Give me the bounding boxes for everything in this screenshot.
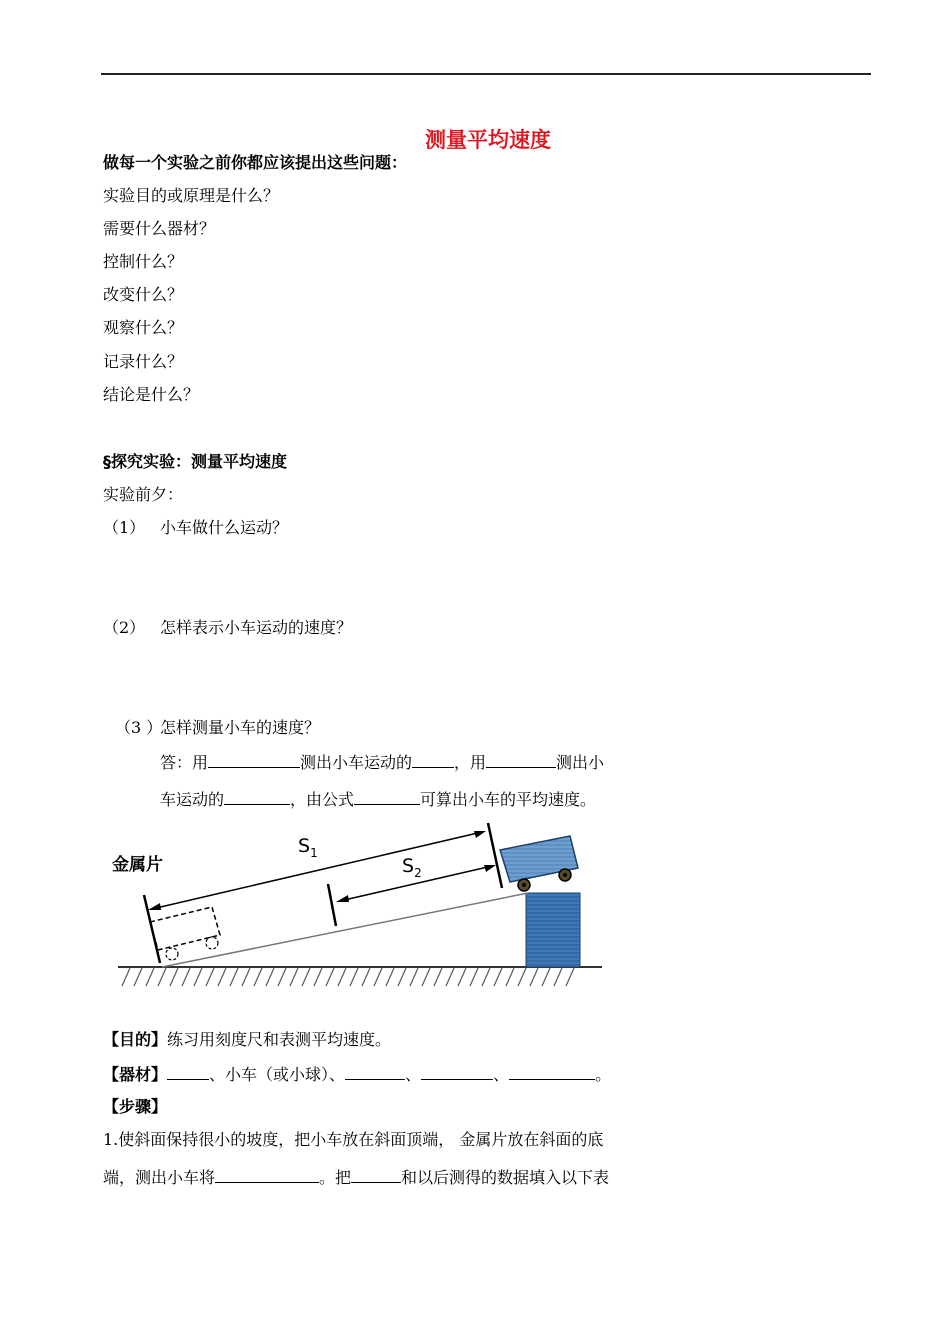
fill-blank[interactable] [421, 1064, 493, 1080]
s1-arrowhead [474, 831, 486, 838]
question-item: 实验目的或原理是什么？ [103, 186, 280, 205]
question-2-text: 怎样表示小车运动的速度？ [160, 618, 353, 637]
step-1-line-2: 端，测出小车将 。把 和以后测得的数据填入以下表 [103, 1168, 610, 1187]
fill-blank[interactable] [224, 789, 290, 805]
s1-label [298, 835, 318, 860]
materials-line: 【器材】 、小车（或小球）、 、 、 。 [103, 1065, 612, 1084]
fill-blank[interactable] [351, 1167, 401, 1183]
question-3-number: （3 ） [115, 718, 163, 737]
incline-surface [162, 893, 528, 967]
pre-experiment-label: 实验前夕： [103, 485, 184, 504]
purpose-line [103, 1030, 391, 1050]
question-1-text: 小车做什么运动？ [160, 518, 289, 537]
answer-line-2: 车运动的 ，由公式 可算出小车的平均速度。 [160, 790, 597, 809]
step-1-line-1: 1.使斜面保持很小的坡度，把小车放在斜面顶端， 金属片放在斜面的底 [103, 1130, 604, 1149]
incline-diagram [100, 818, 610, 993]
question-2-number: （2） [103, 618, 146, 637]
question-3-text: 怎样测量小车的速度？ [160, 718, 321, 737]
cart-end-outline [150, 907, 220, 950]
page-title: 测量平均速度 [425, 128, 551, 152]
fill-blank[interactable] [354, 789, 420, 805]
header-rule [101, 73, 871, 75]
start-marker [488, 823, 502, 888]
fill-blank[interactable] [412, 752, 454, 768]
cart-end-wheel [206, 937, 218, 949]
question-item: 记录什么？ [103, 352, 184, 371]
ground-hatching [122, 968, 574, 986]
cart-end-wheel [166, 948, 178, 960]
midpoint-marker [328, 884, 336, 926]
question-item: 控制什么？ [103, 252, 184, 271]
cart-wheel-hub [522, 883, 526, 887]
question-1-number: （1） [103, 518, 146, 537]
steps-tag: 【步骤】 [103, 1097, 168, 1116]
incline-diagram-svg [100, 818, 610, 993]
cart-wheel-hub [563, 873, 567, 877]
s1-letter: S [298, 835, 311, 857]
s2-label [402, 855, 422, 880]
support-block [526, 893, 580, 967]
materials-tag: 【器材】 [103, 1065, 168, 1084]
fill-blank[interactable] [486, 752, 556, 768]
question-item: 改变什么？ [103, 285, 184, 304]
question-item: 需要什么器材？ [103, 219, 216, 238]
section-heading: §探究实验：测量平均速度 [103, 452, 288, 471]
purpose-text: 练习用刻度尺和表测平均速度。 [167, 1030, 392, 1049]
s2-arrowhead [484, 865, 496, 872]
answer-line-1: 答：用 测出小车运动的 ，用 测出小 [160, 753, 605, 772]
purpose-tag: 【目的】 [103, 1030, 168, 1049]
question-item: 观察什么？ [103, 318, 184, 337]
s2-arrowhead [336, 895, 349, 902]
fill-blank[interactable] [167, 1064, 209, 1080]
fill-blank[interactable] [208, 752, 300, 768]
s1-subscript: 1 [310, 846, 318, 860]
metal-plate-label: 金属片 [112, 855, 163, 875]
fill-blank[interactable] [509, 1064, 595, 1080]
question-item: 结论是什么？ [103, 385, 200, 404]
s2-letter: S [402, 855, 415, 877]
intro-heading: 做每一个实验之前你都应该提出这些问题： [103, 153, 408, 172]
s1-arrowhead [148, 903, 161, 910]
s2-subscript: 2 [414, 866, 422, 880]
fill-blank[interactable] [345, 1064, 405, 1080]
s1-arrow [152, 832, 482, 909]
fill-blank[interactable] [215, 1167, 319, 1183]
